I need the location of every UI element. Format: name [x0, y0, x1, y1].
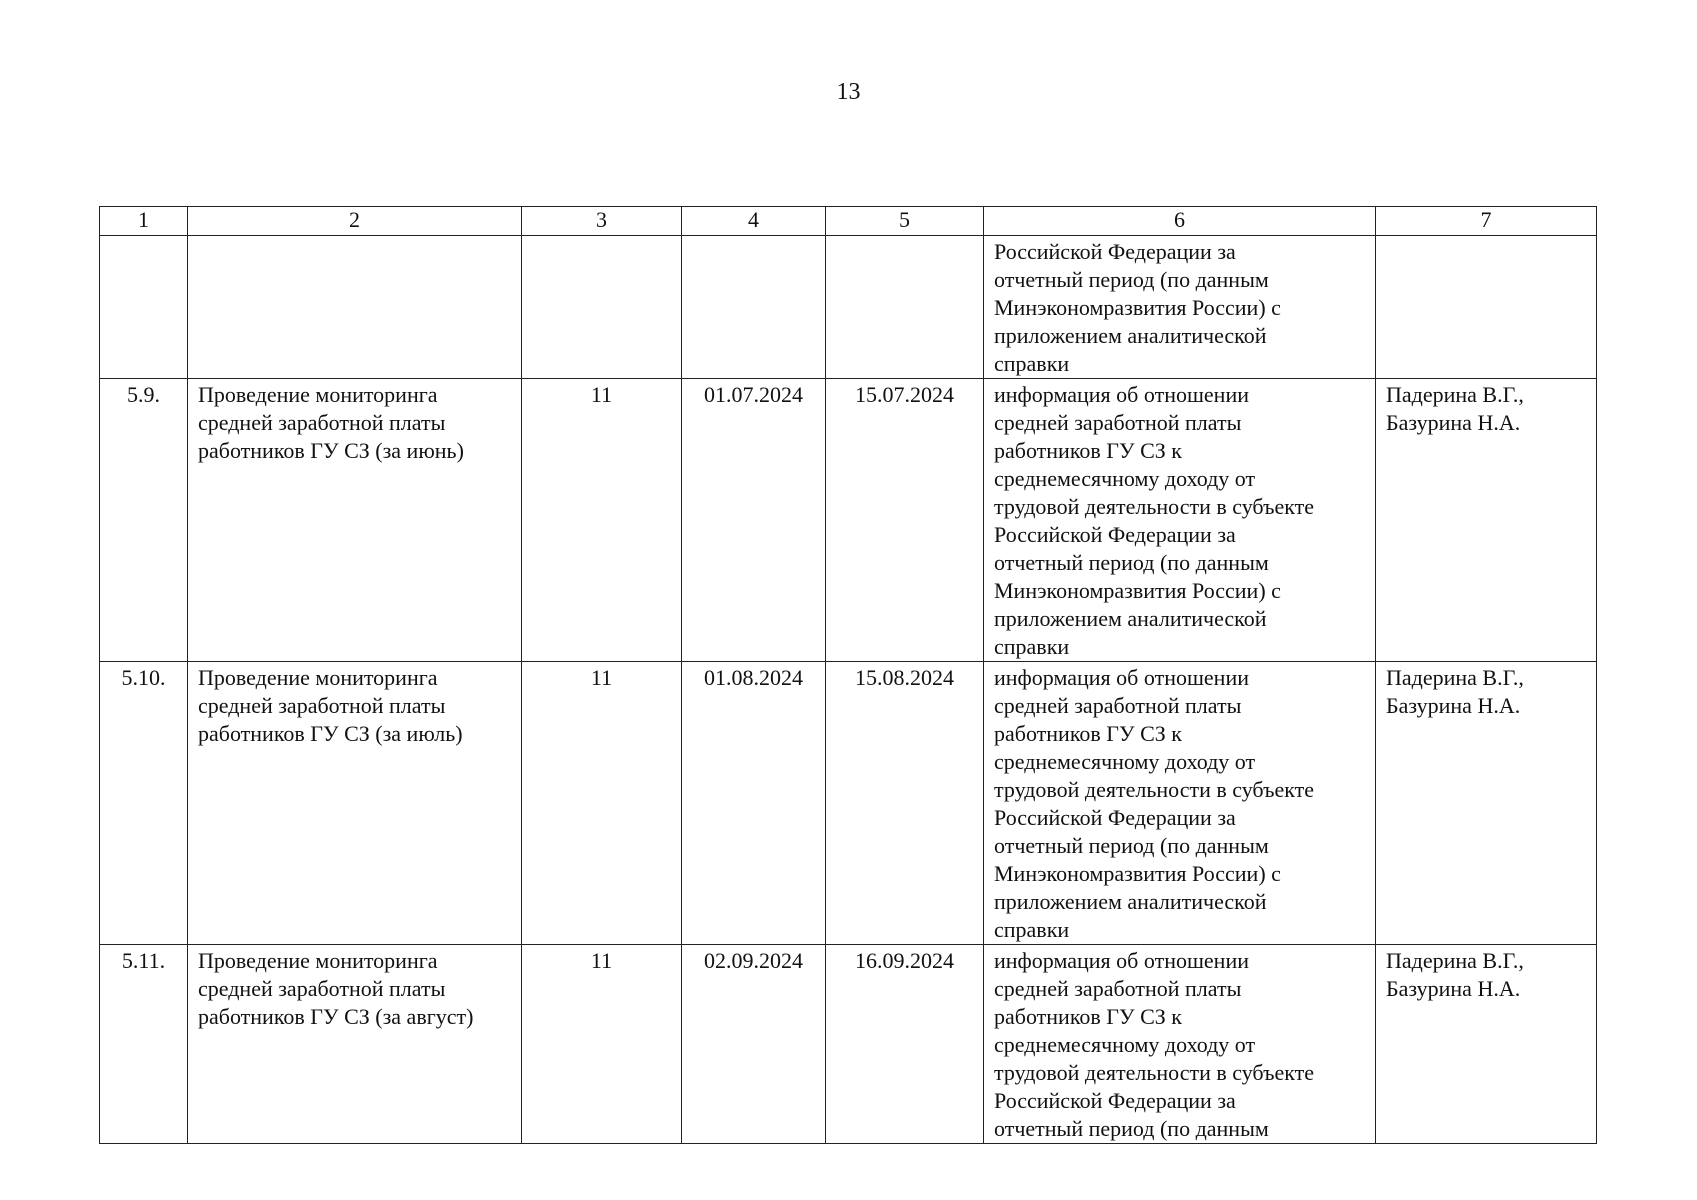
end-date-cell: [826, 236, 984, 379]
result-cell-line: средней заработной платы: [994, 693, 1242, 718]
result-cell-line: работников ГУ СЗ к: [994, 721, 1182, 746]
result-cell-line: отчетный период (по данным: [994, 1116, 1269, 1141]
action-cell-line: работников ГУ СЗ (за июль): [198, 721, 463, 746]
result-cell-line: трудовой деятельности в субъекте: [994, 777, 1314, 802]
result-cell-line: справки: [994, 917, 1070, 942]
result-cell-line: приложением аналитической: [994, 606, 1267, 631]
header-col-1: 1: [100, 207, 188, 236]
header-col-4: 4: [682, 207, 826, 236]
action-cell-line: средней заработной платы: [198, 410, 446, 435]
result-cell: [984, 945, 1376, 1144]
responsible-cell-line: Базурина Н.А.: [1386, 693, 1521, 718]
start-date-cell: 01.07.2024: [682, 379, 826, 662]
result-cell-line: отчетный период (по данным: [994, 833, 1269, 858]
result-cell-line: Российской Федерации за: [994, 1088, 1236, 1113]
result-cell-line: справки: [994, 351, 1070, 376]
result-cell-line: Минэкономразвития России) с: [994, 861, 1281, 886]
action-cell-line: Проведение мониторинга: [198, 665, 438, 690]
result-cell-line: Минэкономразвития России) с: [994, 578, 1281, 603]
responsible-cell: [1376, 662, 1597, 945]
action-cell: [188, 236, 522, 379]
end-date-cell: 16.09.2024: [826, 945, 984, 1144]
result-cell-line: трудовой деятельности в субъекте: [994, 494, 1314, 519]
result-cell-line: средней заработной платы: [994, 976, 1242, 1001]
item-number-cell: [100, 236, 188, 379]
action-cell: [188, 379, 522, 662]
result-cell-line: работников ГУ СЗ к: [994, 438, 1182, 463]
result-cell-line: средней заработной платы: [994, 410, 1242, 435]
table-row: [100, 379, 1597, 662]
result-cell-line: работников ГУ СЗ к: [994, 1004, 1182, 1029]
header-row: [100, 207, 1597, 236]
start-date-cell: 02.09.2024: [682, 945, 826, 1144]
result-cell: [984, 662, 1376, 945]
item-number-cell: 5.11.: [100, 945, 188, 1144]
responsible-cell-line: Базурина Н.А.: [1386, 976, 1521, 1001]
result-cell: [984, 236, 1376, 379]
end-date-cell: 15.07.2024: [826, 379, 984, 662]
action-cell-line: Проведение мониторинга: [198, 382, 438, 407]
action-cell-line: работников ГУ СЗ (за август): [198, 1004, 474, 1029]
header-col-6: 6: [984, 207, 1376, 236]
responsible-cell-line: Падерина В.Г.,: [1386, 382, 1524, 407]
responsible-cell-line: Падерина В.Г.,: [1386, 948, 1524, 973]
result-cell-line: информация об отношении: [994, 665, 1249, 690]
result-cell-line: среднемесячному доходу от: [994, 749, 1256, 774]
end-date-cell: 15.08.2024: [826, 662, 984, 945]
result-cell-line: Минэкономразвития России) с: [994, 295, 1281, 320]
result-cell-line: Российской Федерации за: [994, 522, 1236, 547]
responsible-cell: [1376, 945, 1597, 1144]
action-cell-line: Проведение мониторинга: [198, 948, 438, 973]
responsible-cell: [1376, 379, 1597, 662]
result-cell-line: среднемесячному доходу от: [994, 1032, 1256, 1057]
column-3-cell: 11: [522, 945, 682, 1144]
result-cell: [984, 379, 1376, 662]
result-cell-line: среднемесячному доходу от: [994, 466, 1256, 491]
action-cell-line: работников ГУ СЗ (за июнь): [198, 438, 464, 463]
result-cell-line: приложением аналитической: [994, 323, 1267, 348]
result-cell-line: Российской Федерации за: [994, 805, 1236, 830]
action-cell-line: средней заработной платы: [198, 976, 446, 1001]
item-number-cell: 5.10.: [100, 662, 188, 945]
header-col-7: 7: [1376, 207, 1597, 236]
result-cell-line: информация об отношении: [994, 382, 1249, 407]
result-cell-line: отчетный период (по данным: [994, 267, 1269, 292]
header-col-3: 3: [522, 207, 682, 236]
column-3-cell: [522, 236, 682, 379]
action-cell-line: средней заработной платы: [198, 693, 446, 718]
start-date-cell: [682, 236, 826, 379]
result-cell-line: справки: [994, 634, 1070, 659]
header-col-5: 5: [826, 207, 984, 236]
item-number-cell: 5.9.: [100, 379, 188, 662]
result-cell-line: отчетный период (по данным: [994, 550, 1269, 575]
column-3-cell: 11: [522, 662, 682, 945]
table-row: [100, 662, 1597, 945]
start-date-cell: 01.08.2024: [682, 662, 826, 945]
result-cell-line: информация об отношении: [994, 948, 1249, 973]
header-col-2: 2: [188, 207, 522, 236]
column-3-cell: 11: [522, 379, 682, 662]
result-cell-line: Российской Федерации за: [994, 239, 1236, 264]
responsible-cell: [1376, 236, 1597, 379]
result-cell-line: трудовой деятельности в субъекте: [994, 1060, 1314, 1085]
action-cell: [188, 662, 522, 945]
page-number: 13: [836, 79, 861, 105]
action-cell: [188, 945, 522, 1144]
result-cell-line: приложением аналитической: [994, 889, 1267, 914]
responsible-cell-line: Базурина Н.А.: [1386, 410, 1521, 435]
responsible-cell-line: Падерина В.Г.,: [1386, 665, 1524, 690]
table-row: [100, 945, 1597, 1144]
table-row: [100, 236, 1597, 379]
plan-table: [99, 206, 1597, 1144]
